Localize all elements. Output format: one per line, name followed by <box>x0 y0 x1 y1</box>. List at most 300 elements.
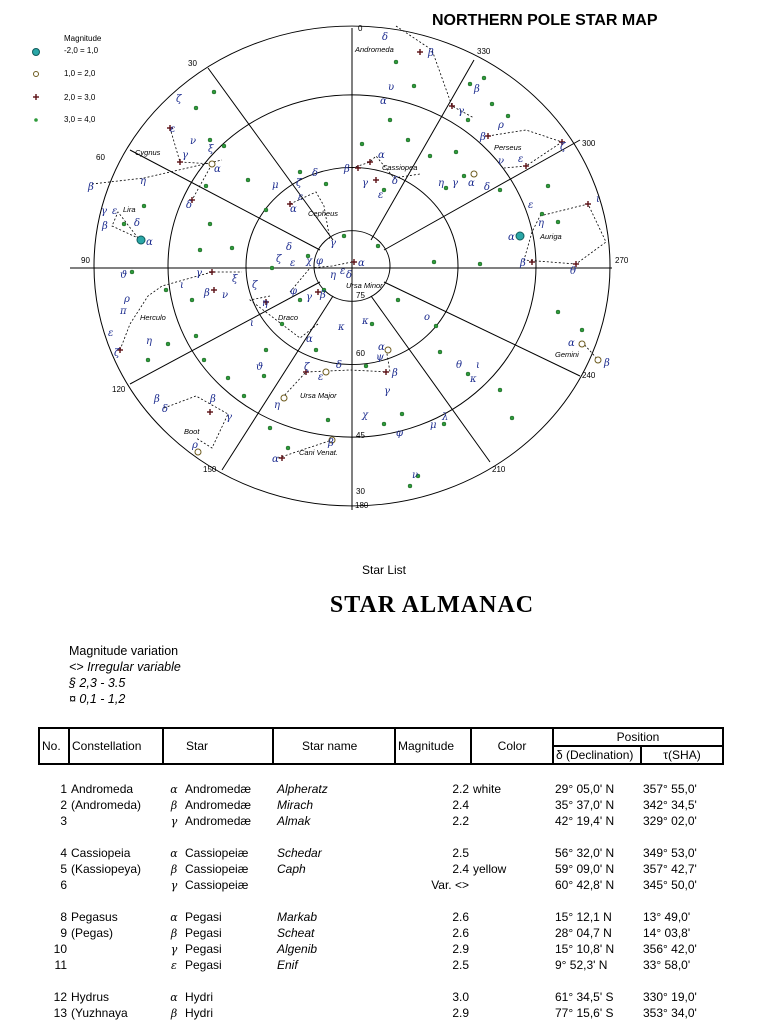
row-greek-letter: α <box>170 847 178 860</box>
row-star-name <box>273 989 395 1005</box>
row-star-name: Scheat <box>277 926 315 940</box>
small-star-icon <box>34 72 39 77</box>
constellation-label: Andromeda <box>355 45 394 54</box>
svg-text:β: β <box>154 394 160 405</box>
svg-text:γ: γ <box>101 206 107 217</box>
constellation-label: Cani Venat. <box>299 448 338 457</box>
svg-text:α: α <box>468 178 475 189</box>
svg-text:γ: γ <box>384 386 390 397</box>
row-number: 5 <box>60 862 67 876</box>
note-line: § 2,3 - 3.5 <box>69 676 126 690</box>
svg-text:δ: δ <box>286 242 293 253</box>
row-number: 4 <box>60 846 67 860</box>
row-greek-letter: γ <box>170 815 178 828</box>
row-constellation <box>69 813 163 829</box>
svg-text:φ: φ <box>316 256 324 267</box>
row-constellation: (Pegas) <box>71 926 114 940</box>
svg-text:κ: κ <box>338 322 345 333</box>
svg-text:β: β <box>204 288 210 299</box>
svg-text:α: α <box>378 342 385 353</box>
svg-text:δ: δ <box>382 32 389 43</box>
row-sha: 329° 02,0' <box>643 814 697 828</box>
row-magnitude: Var. <> <box>431 878 469 892</box>
constellation-label: Cassiopea <box>382 163 418 172</box>
svg-text:ι: ι <box>250 318 254 329</box>
row-greek-letter: β <box>170 799 178 812</box>
row-star-cell <box>163 797 273 813</box>
svg-text:η: η <box>146 336 152 347</box>
svg-text:ϑ: ϑ <box>256 362 264 373</box>
row-spacer <box>39 893 723 909</box>
svg-text:ζ: ζ <box>276 254 282 265</box>
table-row <box>39 797 723 813</box>
row-constellation <box>69 877 163 893</box>
row-magnitude: 2.6 <box>452 910 469 924</box>
svg-text:ρ: ρ <box>124 294 130 305</box>
row-sha: 14° 03,8' <box>643 926 691 940</box>
row-constellation <box>69 957 163 973</box>
row-star: Hydri <box>185 990 214 1004</box>
svg-text:ξ: ξ <box>232 274 238 285</box>
row-star: Pegasi <box>185 910 222 924</box>
row-star: Andromedæ <box>185 814 252 828</box>
table-row <box>39 845 723 861</box>
row-magnitude: 2.9 <box>452 942 469 956</box>
note-line: <> Irregular variable <box>69 660 181 674</box>
svg-text:α: α <box>290 204 297 215</box>
constellation-label: Auriga <box>540 232 562 241</box>
header-sha: τ(SHA) <box>641 746 723 764</box>
svg-text:η: η <box>538 218 544 229</box>
svg-text:ψ: ψ <box>376 352 384 363</box>
svg-text:θ: θ <box>456 360 463 371</box>
svg-text:α: α <box>272 454 279 465</box>
svg-text:μ: μ <box>272 180 279 191</box>
svg-text:β: β <box>102 221 108 232</box>
row-color <box>471 925 553 941</box>
row-star: Cassiopeiæ <box>185 862 249 876</box>
svg-text:ξ: ξ <box>208 144 214 155</box>
header-no: No. <box>39 728 69 764</box>
svg-text:γ: γ <box>182 150 188 161</box>
svg-text:ϑ: ϑ <box>120 270 128 281</box>
svg-text:χ: χ <box>362 410 369 421</box>
table-row <box>39 989 723 1005</box>
row-magnitude: 2.9 <box>452 1006 469 1020</box>
row-greek-letter: β <box>170 927 178 940</box>
row-number: 8 <box>60 910 67 924</box>
row-star-cell <box>163 861 273 877</box>
constellation-label: Cygnus <box>135 148 161 157</box>
row-declination: 9° 52,3' N <box>555 958 608 972</box>
row-magnitude: 2.2 <box>452 814 469 828</box>
row-star: Andromedæ <box>185 782 252 796</box>
svg-text:γ: γ <box>362 178 368 189</box>
row-star-cell <box>163 909 273 925</box>
constellation-label: Draco <box>278 313 299 322</box>
row-constellation <box>69 941 163 957</box>
ra-label: 270 <box>615 256 629 265</box>
svg-text:ζ: ζ <box>296 178 302 189</box>
svg-text:β: β <box>474 84 480 95</box>
row-star: Pegasi <box>185 926 222 940</box>
row-declination: 56° 32,0' N <box>555 846 615 860</box>
svg-text:η: η <box>262 298 268 309</box>
table-row <box>39 781 723 797</box>
svg-text:ε: ε <box>528 200 534 211</box>
row-spacer <box>39 973 723 989</box>
row-number: 12 <box>53 990 67 1004</box>
row-sha: 349° 53,0' <box>643 846 697 860</box>
svg-text:ν: ν <box>222 290 229 301</box>
svg-text:ζ: ζ <box>560 142 566 153</box>
svg-text:ν: ν <box>190 136 197 147</box>
table-row <box>39 877 723 893</box>
svg-text:ε: ε <box>298 192 304 203</box>
svg-text:ι: ι <box>476 360 480 371</box>
row-sha: 342° 34,5' <box>643 798 697 812</box>
header-color: Color <box>471 728 553 764</box>
dec-label: 75 <box>356 291 365 300</box>
row-greek-letter: γ <box>170 879 178 892</box>
svg-text:β: β <box>320 290 326 301</box>
header-declination: δ (Declination) <box>553 746 641 764</box>
row-magnitude: 2.2 <box>452 782 469 796</box>
svg-text:φ: φ <box>290 286 298 297</box>
row-star-name: Markab <box>277 910 318 924</box>
svg-text:η: η <box>274 400 280 411</box>
row-star: Andromedæ <box>185 798 252 812</box>
row-declination: 15° 12,1 N <box>555 910 612 924</box>
constellation-label: Boot <box>184 427 200 436</box>
row-constellation: Hydrus <box>71 990 110 1004</box>
row-sha: 357° 42,7' <box>643 862 697 876</box>
svg-text:δ: δ <box>134 218 141 229</box>
row-constellation: Cassiopeia <box>71 846 131 860</box>
svg-text:ε: ε <box>170 124 176 135</box>
legend-label: 3,0 = 4,0 <box>64 115 96 124</box>
table-row <box>39 909 723 925</box>
svg-text:γ: γ <box>196 268 202 279</box>
row-spacer <box>39 764 723 781</box>
svg-text:κ: κ <box>362 316 369 327</box>
svg-text:π: π <box>120 306 127 317</box>
row-greek-letter: β <box>170 1007 178 1020</box>
table-row <box>39 1005 723 1021</box>
row-star-cell <box>163 925 273 941</box>
row-constellation: Pegasus <box>71 910 118 924</box>
magnitude-variation-notes <box>69 643 181 707</box>
table-row <box>39 957 723 973</box>
row-star: Pegasi <box>185 958 222 972</box>
row-greek-letter: ε <box>171 959 177 972</box>
svg-text:ε: ε <box>318 372 324 383</box>
svg-text:α: α <box>306 334 313 345</box>
svg-text:ζ: ζ <box>252 280 258 291</box>
header-position: Position <box>553 728 723 746</box>
row-star-name <box>273 877 395 893</box>
svg-text:μ: μ <box>430 420 437 431</box>
row-sha: 13° 49,0' <box>643 910 691 924</box>
row-star-name: Algenib <box>277 942 318 956</box>
large-cyan-star-icon <box>33 49 40 56</box>
green-dot-icon <box>34 118 38 122</box>
row-color <box>471 813 553 829</box>
svg-text:α: α <box>358 258 365 269</box>
constellation-label: Ursa Minor <box>346 281 383 290</box>
row-color <box>471 909 553 925</box>
row-greek-letter: β <box>170 863 178 876</box>
row-number: 10 <box>53 942 67 956</box>
svg-text:β: β <box>328 438 334 449</box>
row-declination: 15° 10,8' N <box>555 942 615 956</box>
svg-text:ι: ι <box>596 194 600 205</box>
row-sha: 33° 58,0' <box>643 958 691 972</box>
row-star: Pegasi <box>185 942 222 956</box>
constellation-label: Herculo <box>140 313 166 322</box>
svg-text:α: α <box>214 164 221 175</box>
row-number: 11 <box>54 958 67 972</box>
svg-text:γ: γ <box>458 106 464 117</box>
cross-star-icon <box>33 94 39 100</box>
row-star: Hydri <box>185 1006 214 1020</box>
row-star-cell <box>163 845 273 861</box>
row-greek-letter: α <box>170 911 178 924</box>
row-sha: 356° 42,0' <box>643 942 697 956</box>
row-sha: 345° 50,0' <box>643 878 697 892</box>
svg-text:β: β <box>480 132 486 143</box>
row-star-name: Almak <box>277 814 311 828</box>
table-row <box>39 925 723 941</box>
svg-text:δ: δ <box>484 182 491 193</box>
row-declination: 60° 42,8' N <box>555 878 615 892</box>
svg-text:γ: γ <box>306 292 312 303</box>
row-sha: 353° 34,0' <box>643 1006 697 1020</box>
magnitude-legend <box>33 34 102 124</box>
constellation-label: Perseus <box>494 143 522 152</box>
ra-label: 30 <box>188 59 197 68</box>
svg-text:β: β <box>88 182 94 193</box>
greek-letters <box>87 32 610 481</box>
star-almanac-table <box>38 727 724 1021</box>
ra-label: 90 <box>81 256 90 265</box>
svg-text:γ: γ <box>452 178 458 189</box>
map-title: NORTHERN POLE STAR MAP <box>432 12 658 29</box>
table-row <box>39 941 723 957</box>
row-number: 1 <box>60 782 67 796</box>
row-color <box>471 957 553 973</box>
svg-text:ε: ε <box>290 258 296 269</box>
row-greek-letter: γ <box>170 943 178 956</box>
svg-text:β: β <box>428 48 434 59</box>
legend-label: 1,0 = 2,0 <box>64 69 96 78</box>
row-color <box>471 1005 553 1021</box>
svg-text:ρ: ρ <box>192 440 198 451</box>
row-declination: 59° 09,0' N <box>555 862 615 876</box>
row-star: Cassiopeiæ <box>185 846 249 860</box>
ra-label: 210 <box>492 465 506 474</box>
row-constellation: (Andromeda) <box>71 798 142 812</box>
dec-label: 30 <box>356 487 365 496</box>
row-number: 3 <box>60 814 67 828</box>
ra-label: 330 <box>477 47 491 56</box>
svg-text:α: α <box>568 338 575 349</box>
row-number: 6 <box>60 878 67 892</box>
ra-label: 150 <box>203 465 217 474</box>
svg-text:β: β <box>520 258 526 269</box>
row-declination: 42° 19,4' N <box>555 814 615 828</box>
svg-text:β: β <box>344 164 350 175</box>
row-sha: 330° 19,0' <box>643 990 697 1004</box>
row-color: white <box>473 782 502 796</box>
row-constellation: Andromeda <box>71 782 134 796</box>
row-color <box>471 797 553 813</box>
row-color <box>471 877 553 893</box>
svg-text:ε: ε <box>518 154 524 165</box>
star-list-caption: Star List <box>361 563 406 577</box>
row-declination: 77° 15,6' S <box>555 1006 614 1020</box>
ra-label: 180 <box>355 501 369 510</box>
row-declination: 29° 05,0' N <box>555 782 615 796</box>
row-constellation: (Kassiopeya) <box>71 862 142 876</box>
row-magnitude: 2.6 <box>452 926 469 940</box>
row-number: 9 <box>60 926 67 940</box>
svg-text:ε: ε <box>108 328 114 339</box>
row-magnitude: 2.4 <box>452 798 469 812</box>
row-color <box>471 941 553 957</box>
svg-text:η: η <box>330 270 336 281</box>
header-constellation: Constellation <box>69 728 163 764</box>
legend-heading: Magnitude <box>64 34 102 43</box>
header-magnitude: Magnitude <box>395 728 471 764</box>
constellation-label: Ursa Major <box>300 391 337 400</box>
dec-label: 60 <box>356 349 365 358</box>
legend-label: 2,0 = 3,0 <box>64 93 96 102</box>
hour-line-240 <box>384 282 580 376</box>
row-spacer <box>39 829 723 845</box>
row-number: 13 <box>53 1006 67 1020</box>
ra-label: 60 <box>96 153 105 162</box>
row-declination: 28° 04,7 N <box>555 926 612 940</box>
header-star-name: Star name <box>273 728 395 764</box>
svg-text:δ: δ <box>336 360 343 371</box>
hour-line-60 <box>130 150 320 250</box>
svg-text:ε: ε <box>340 266 346 277</box>
table-row <box>39 813 723 829</box>
svg-text:α: α <box>378 150 385 161</box>
svg-text:ν: ν <box>412 470 419 481</box>
row-star-cell <box>163 989 273 1005</box>
svg-text:ν: ν <box>498 156 505 167</box>
row-star-name: Enif <box>277 958 298 972</box>
ra-label: 120 <box>112 385 126 394</box>
svg-text:κ: κ <box>470 374 477 385</box>
row-number: 2 <box>60 798 67 812</box>
svg-text:β: β <box>210 394 216 405</box>
ra-label: 240 <box>582 371 596 380</box>
svg-text:λ: λ <box>442 412 449 423</box>
svg-text:η: η <box>140 176 146 187</box>
row-declination: 61° 34,5' S <box>555 990 614 1004</box>
svg-text:ζ: ζ <box>114 348 120 359</box>
svg-text:δ: δ <box>346 270 353 281</box>
svg-text:γ: γ <box>330 238 336 249</box>
svg-text:δ: δ <box>392 176 399 187</box>
row-star-name <box>273 1005 395 1021</box>
constellation-label: Cepheus <box>308 209 339 218</box>
svg-text:β: β <box>604 358 610 369</box>
row-magnitude: 2.5 <box>452 958 469 972</box>
svg-text:ο: ο <box>424 312 431 323</box>
faint-stars <box>122 60 584 488</box>
row-greek-letter: α <box>170 991 178 1004</box>
svg-text:δ: δ <box>312 168 319 179</box>
row-magnitude: 3.0 <box>452 990 469 1004</box>
row-greek-letter: α <box>170 783 178 796</box>
hour-line-150 <box>222 296 333 470</box>
row-star-name: Mirach <box>277 798 314 812</box>
row-star-name: Schedar <box>277 846 322 860</box>
note-line: ¤ 0,1 - 1,2 <box>69 692 126 706</box>
notes-heading: Magnitude variation <box>69 644 179 658</box>
almanac-title: STAR ALMANAC <box>329 592 535 618</box>
dec-label: 45 <box>356 431 365 440</box>
svg-text:ζ: ζ <box>304 362 310 373</box>
svg-text:φ: φ <box>396 428 404 439</box>
svg-text:δ: δ <box>162 404 169 415</box>
svg-text:ζ: ζ <box>176 94 182 105</box>
row-star-cell <box>163 781 273 797</box>
svg-text:χ: χ <box>306 256 313 267</box>
row-magnitude: 2.5 <box>452 846 469 860</box>
svg-text:ε: ε <box>112 206 118 217</box>
row-star-cell <box>163 941 273 957</box>
svg-text:γ: γ <box>226 412 232 423</box>
svg-text:υ: υ <box>388 82 395 93</box>
row-sha: 357° 55,0' <box>643 782 697 796</box>
row-star-cell <box>163 1005 273 1021</box>
row-star-name: Alpheratz <box>277 782 328 796</box>
svg-text:β: β <box>392 368 398 379</box>
row-color: yellow <box>473 862 507 876</box>
svg-text:δ: δ <box>186 200 193 211</box>
svg-text:α: α <box>146 237 153 248</box>
row-star-name: Caph <box>277 862 306 876</box>
ra-label: 0 <box>358 24 363 33</box>
row-star: Cassiopeiæ <box>185 878 249 892</box>
row-star-cell <box>163 957 273 973</box>
constellation-label: Lira <box>123 205 136 214</box>
svg-text:θ: θ <box>570 266 577 277</box>
svg-text:ε: ε <box>378 190 384 201</box>
svg-text:α: α <box>508 232 515 243</box>
svg-text:ρ: ρ <box>498 120 504 131</box>
constellation-label: Gemini <box>555 350 579 359</box>
almanac-body <box>39 764 723 1021</box>
header-star: Star <box>163 728 273 764</box>
row-constellation: (Yuzhnaya <box>71 1006 128 1020</box>
svg-text:α: α <box>380 96 387 107</box>
row-color <box>471 845 553 861</box>
legend-label: -2,0 = 1,0 <box>64 46 99 55</box>
svg-text:ι: ι <box>180 280 184 291</box>
table-row <box>39 861 723 877</box>
row-star-cell <box>163 813 273 829</box>
svg-text:η: η <box>438 178 444 189</box>
hour-line-330 <box>371 60 474 240</box>
row-magnitude: 2.4 <box>452 862 469 876</box>
ra-label: 300 <box>582 139 596 148</box>
